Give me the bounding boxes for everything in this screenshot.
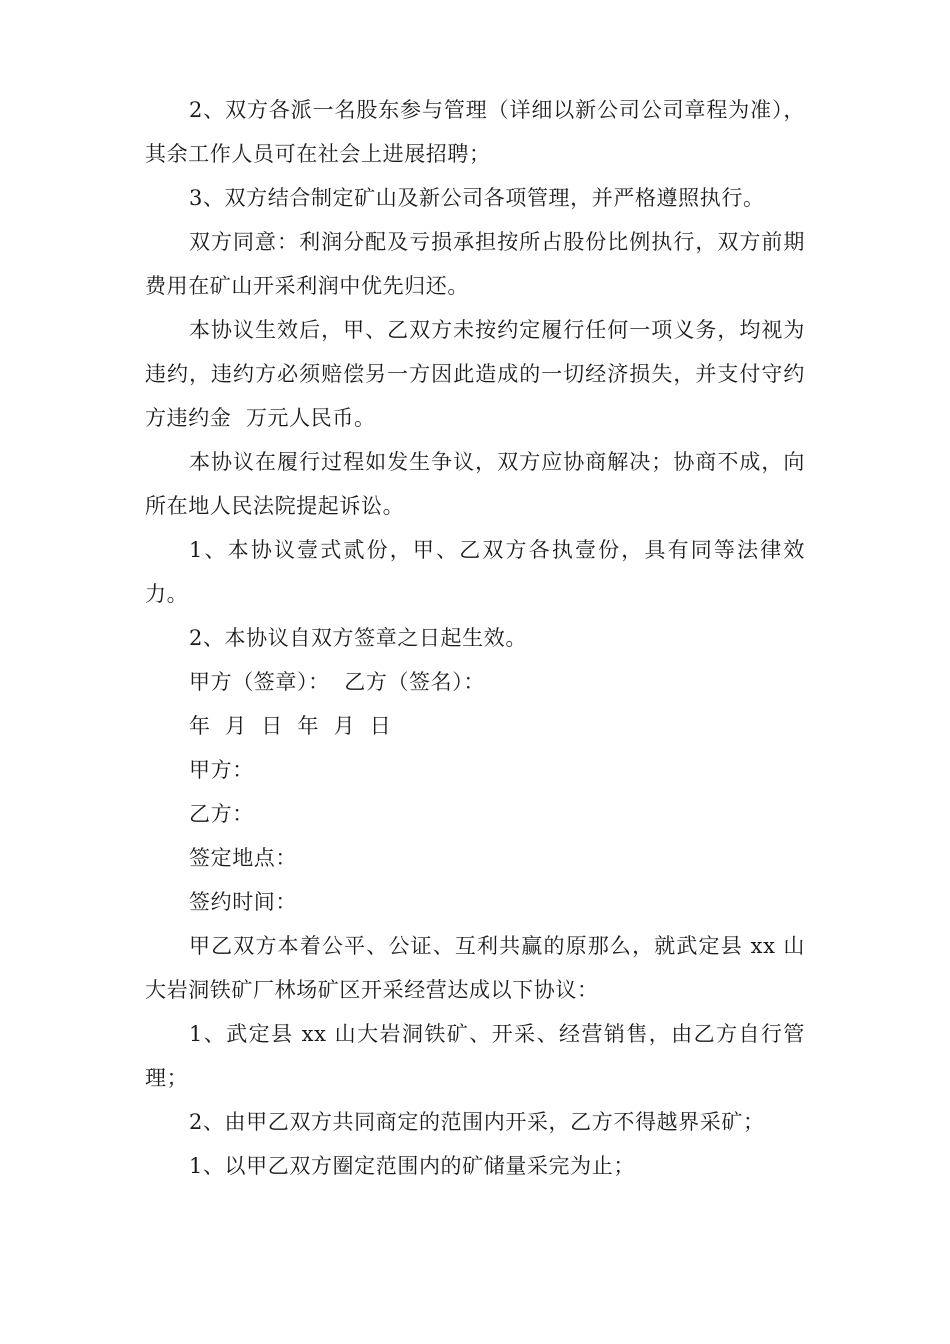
signing-place-label: 签定地点：	[189, 846, 297, 870]
paragraph: 本协议在履行过程如发生争议，双方应协商解决；协商不成，向 所在地人民法院提起诉讼。	[145, 450, 820, 518]
paragraph: 双方同意：利润分配及亏损承担按所占股份比例执行，双方前期费用在矿山开采利润中优先归还。	[145, 230, 805, 298]
paragraph: 1、武定县 xx 山大岩洞铁矿、开采、经营销售，由乙方自行管理；	[145, 1022, 805, 1090]
paragraph: 本协议生效后，甲、乙双方未按约定履行任何一项义务，均视为违约，违约方必须赔偿另一方因此造成的一切经济损失，并支付守约方违约金 万元人民币。	[145, 318, 805, 430]
paragraph: 1、以甲乙双方圈定范围内的矿储量采完为止；	[189, 1154, 635, 1178]
signing-time-label: 签约时间：	[189, 890, 297, 914]
party-a-label: 甲方：	[189, 758, 254, 782]
paragraph: 2、双方各派一名股东参与管理（详细以新公司公司章程为准），其余工作人员可在社会上进展招聘；	[145, 98, 805, 166]
paragraph: 甲乙双方本着公平、公证、互利共赢的原那么，就武定县 xx 山大岩洞铁矿厂林场矿区开采经营达成以下协议：	[145, 934, 805, 1002]
paragraph: 1、本协议壹式贰份，甲、乙双方各执壹份，具有同等法律效力。	[145, 538, 805, 606]
party-b-label: 乙方：	[189, 802, 254, 826]
paragraph: 2、本协议自双方签章之日起生效。	[189, 626, 527, 650]
paragraph: 3、双方结合制定矿山及新公司各项管理，并严格遵照执行。	[189, 186, 765, 210]
document-body	[145, 88, 820, 1188]
signature-labels: 甲方（签章）： 乙方（签名）：	[189, 670, 485, 694]
signature-dates: 年 月 日 年 月 日	[189, 714, 392, 738]
paragraph: 2、由甲乙双方共同商定的范围内开采，乙方不得越界采矿；	[189, 1110, 765, 1134]
